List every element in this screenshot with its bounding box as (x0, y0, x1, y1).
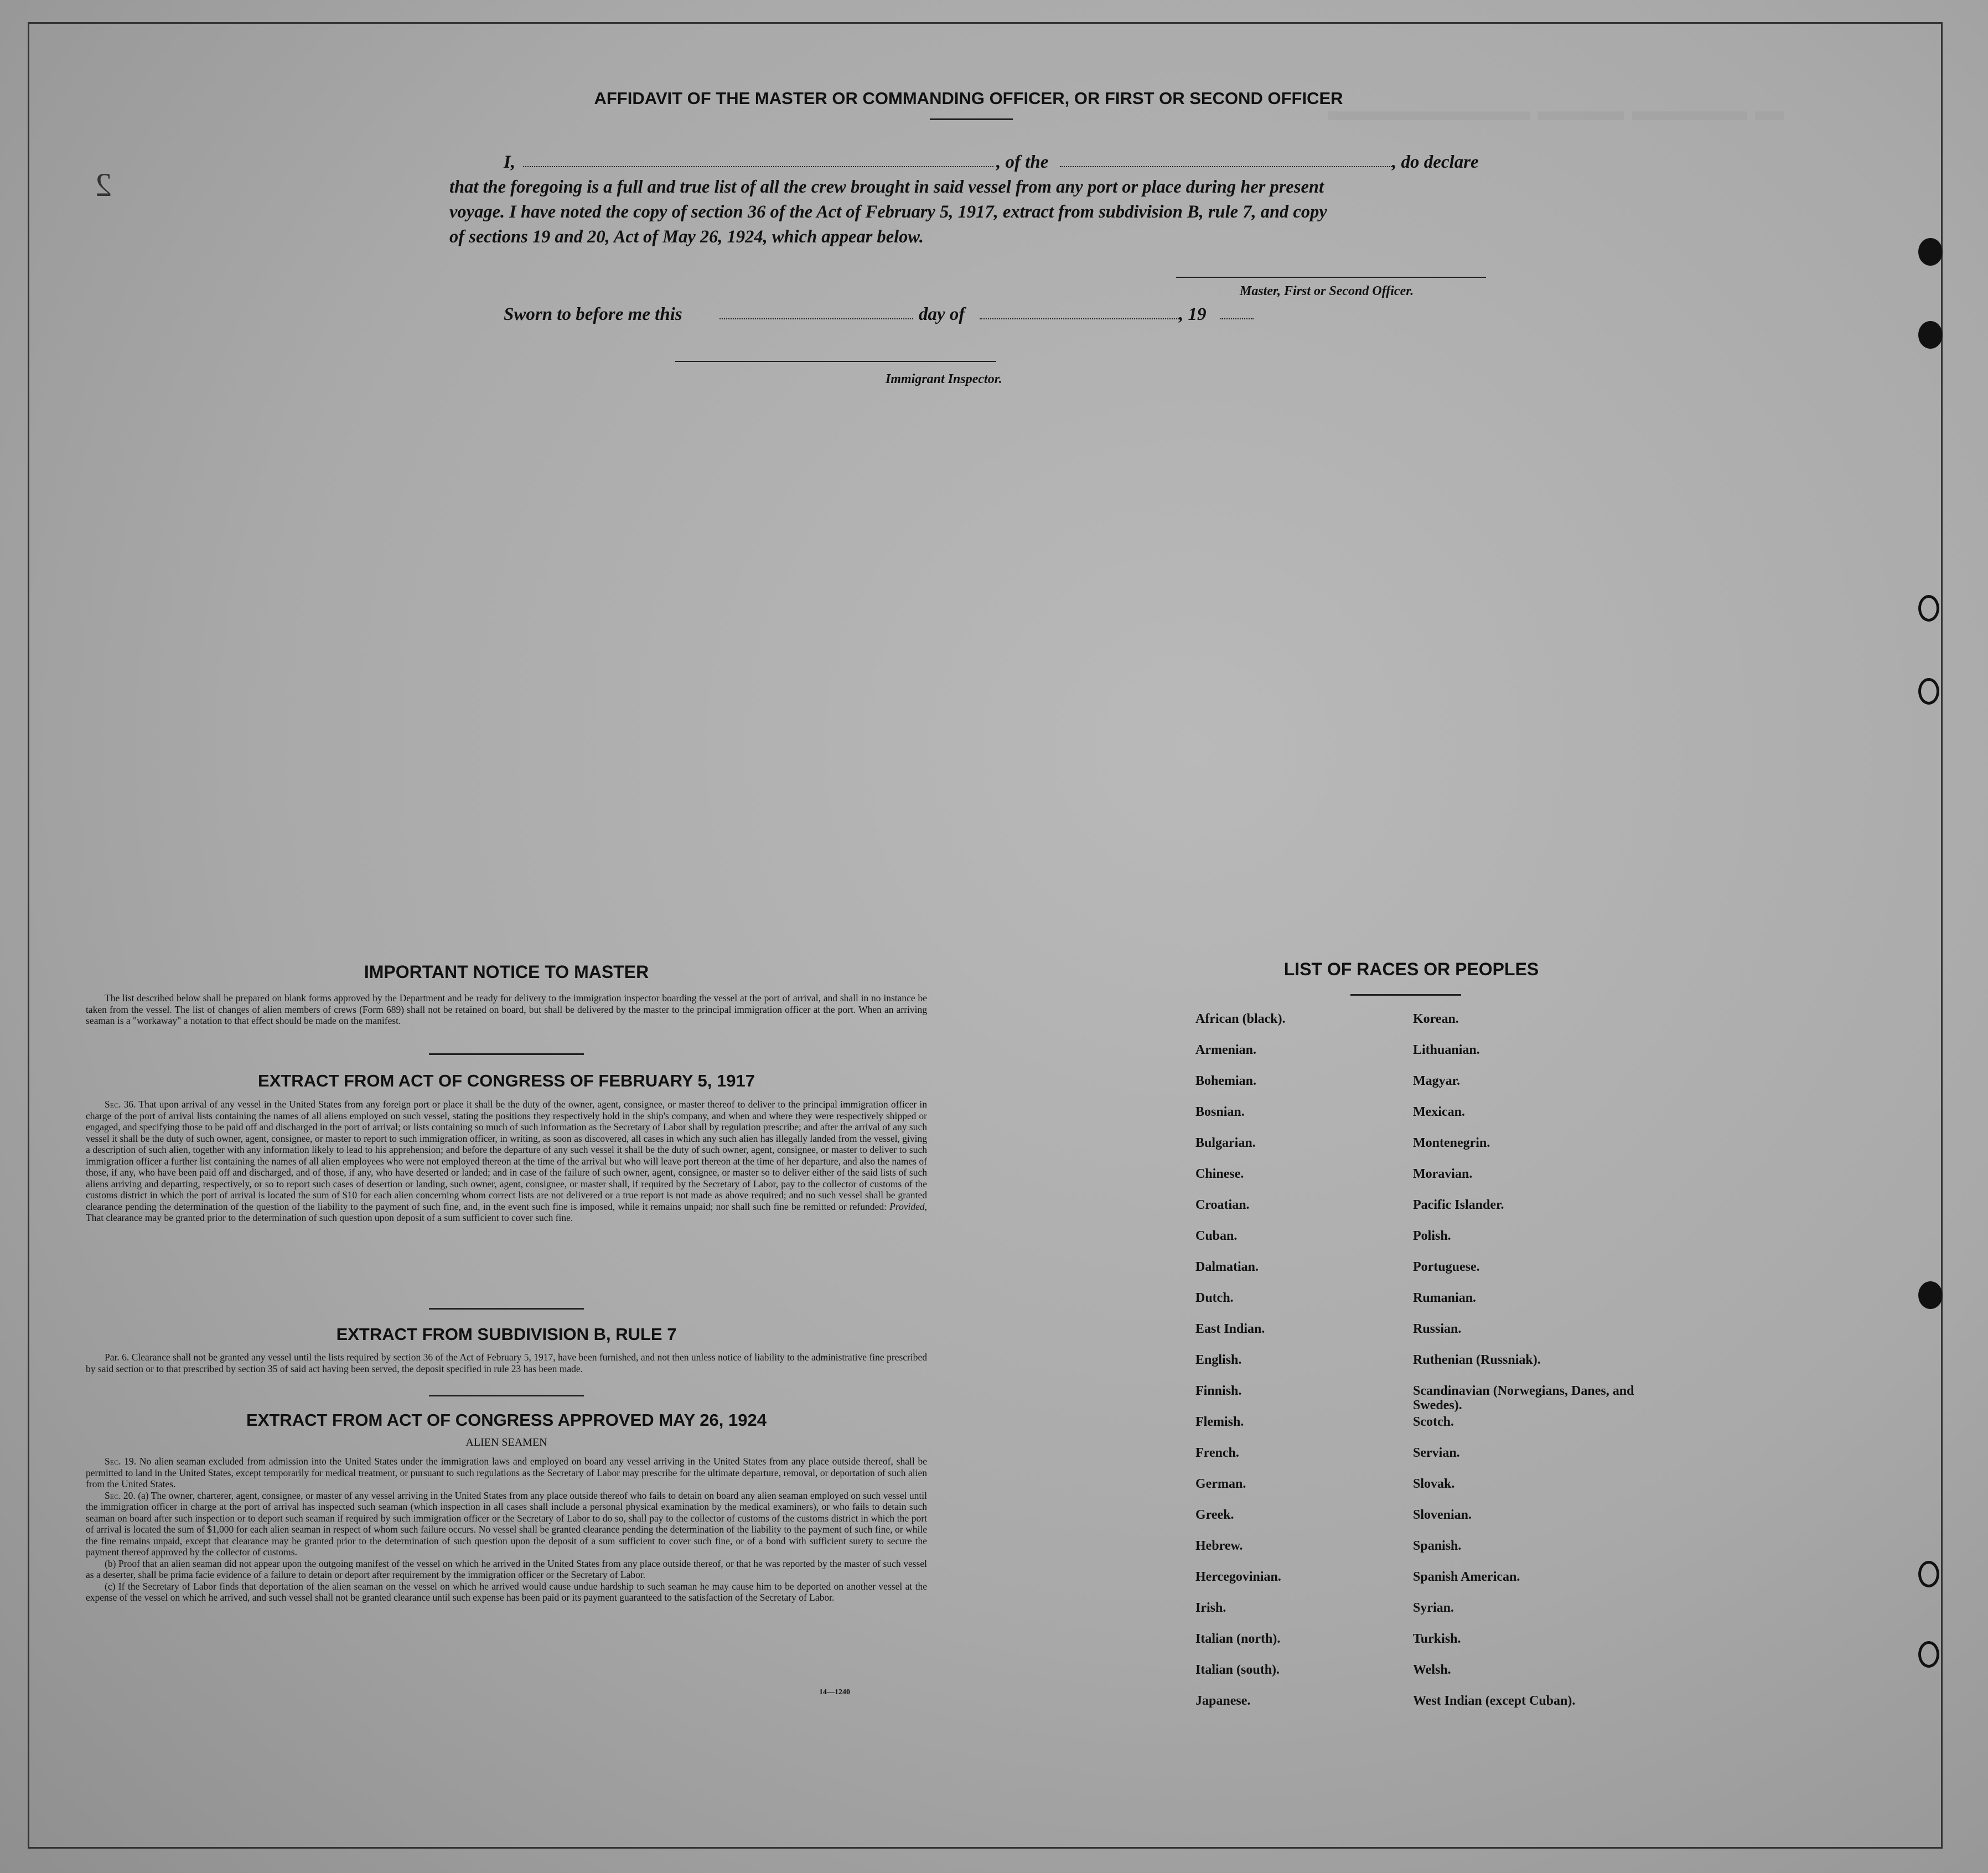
race-item: English. (1195, 1353, 1242, 1367)
sec-20-label: Sec. 20. (105, 1489, 136, 1501)
affidavit-i: I, (504, 152, 516, 172)
sec-20a-paragraph (86, 1490, 927, 1558)
race-item: Korean. (1413, 1012, 1459, 1026)
binder-hole (1918, 678, 1939, 705)
provided-label: Provided, (889, 1201, 928, 1212)
sec-36-paragraph (86, 1099, 927, 1224)
affidavit-do-declare: , do declare (1392, 152, 1479, 172)
race-item: Hebrew. (1195, 1539, 1243, 1553)
race-item: Rumanian. (1413, 1291, 1477, 1305)
race-item: Dutch. (1195, 1291, 1234, 1305)
inspector-line[interactable] (675, 361, 996, 362)
race-item: West Indian (except Cuban). (1413, 1694, 1576, 1708)
binder-hole (1918, 321, 1943, 349)
race-item: Bosnian. (1195, 1105, 1245, 1119)
race-item: Japanese. (1195, 1694, 1251, 1708)
binder-hole (1918, 238, 1943, 266)
races-left-column (1195, 1012, 1406, 1725)
sworn-year-line[interactable] (1220, 318, 1254, 319)
race-item: Moravian. (1413, 1167, 1473, 1181)
race-item: Croatian. (1195, 1198, 1250, 1212)
sworn-label: Sworn to before me this (504, 304, 682, 324)
affidavit-line-2: that the foregoing is a full and true list of all the crew brought in said vessel from any port or place during her present (449, 177, 1324, 197)
race-item: Lithuanian. (1413, 1043, 1480, 1057)
race-item: Scandinavian (Norwegians, Danes, and Swedes). (1413, 1384, 1634, 1412)
sec-20a-text: (a) The owner, charterer, agent, consignee, or master of any vessel arriving in the United States from any place outside thereof who fails to detain on board any alien seaman employed on such vessel until the immigration officer in charge at the port of arrival has inspected such seaman (which inspection in all cases shall include a personal physical examination by the medical examiners), or who fails to detain such seaman on board after such inspection or to deport such seaman if required by such immigration officer or the Secretary of Labor to do so, shall pay to the collector of customs of the customs district in which the port of arrival is located the sum of $1,000 for each alien seaman in respect of whom such failure occurs. No vessel shall be granted clearance pending the determination of the liability to the payment of such fine, or while the fine remains unpaid, except that clearance may be granted prior to the determination of such question upon the deposit of a sum sufficient to cover such fine, or of a bond with sufficient surety to secure the payment thereof approved by the collector of customs. (86, 1489, 928, 1558)
sec-36-text-after: That clearance may be granted prior to the determination of such question upon deposit of a sum sufficient to cover such fine. (86, 1212, 573, 1223)
race-item: Bohemian. (1195, 1074, 1257, 1088)
race-item: Spanish. (1413, 1539, 1462, 1553)
races-title: LIST OF RACES OR PEOPLES (1283, 959, 1539, 979)
race-item: Ruthenian (Russniak). (1413, 1353, 1541, 1367)
race-item: Magyar. (1413, 1074, 1461, 1088)
race-item: Bulgarian. (1195, 1136, 1256, 1150)
sworn-month-line[interactable] (980, 318, 1179, 319)
race-item: Slovenian. (1413, 1508, 1472, 1522)
races-right-column (1413, 1012, 1668, 1725)
title-divider (930, 118, 1013, 120)
notice-paragraph: The list described below shall be prepared on blank forms approved by the Department and be ready for delivery to the immigration inspector boarding the vessel at the port of arrival, and shall in no instance be taken from the vessel. The list of changes of alien members of crews (Form 689) shall not be retained on board, but shall be delivered by the master to the principal immigration officer at the port. When an arriving seaman is a "workaway" a notation to that effect should be made on the manifest. (86, 992, 927, 1026)
race-item: Polish. (1413, 1229, 1451, 1243)
divider-3 (429, 1395, 584, 1396)
race-item: African (black). (1195, 1012, 1286, 1026)
race-item: Finnish. (1195, 1384, 1242, 1398)
race-item: Servian. (1413, 1446, 1460, 1460)
vessel-line (1060, 166, 1392, 167)
races-divider (1350, 994, 1461, 996)
binder-hole (1918, 1281, 1943, 1309)
race-item: Russian. (1413, 1322, 1462, 1336)
race-item: Greek. (1195, 1508, 1234, 1522)
rule-7-title: EXTRACT FROM SUBDIVISION B, RULE 7 (336, 1324, 677, 1344)
race-item: Mexican. (1413, 1105, 1465, 1119)
race-item: Syrian. (1413, 1601, 1454, 1615)
extract-1917-title: EXTRACT FROM ACT OF CONGRESS OF FEBRUARY 5, 1917 (258, 1071, 755, 1090)
race-item: Armenian. (1195, 1043, 1256, 1057)
race-item: Pacific Islander. (1413, 1198, 1504, 1212)
form-number: 14—1240 (819, 1688, 850, 1696)
sworn-day-line[interactable] (719, 318, 913, 319)
extract-1924-text (86, 1456, 927, 1603)
corner-mark: 2 (95, 167, 112, 203)
binder-hole (1918, 595, 1939, 622)
affidavit-line-4: of sections 19 and 20, Act of May 26, 1924, which appear below. (449, 227, 924, 247)
name-line (523, 166, 993, 167)
rule-7-text (86, 1352, 927, 1374)
inspector-label: Immigrant Inspector. (886, 372, 1002, 386)
year-label: , 19 (1179, 304, 1207, 324)
race-item: Italian (north). (1195, 1632, 1281, 1646)
sec-20c-paragraph: (c) If the Secretary of Labor finds that deportation of the alien seaman on the vessel on which he arrived would cause undue hardship to such seaman he may cause him to be deported on another vessel at the expense of the vessel on which he arrived, and such vessel shall not be granted clearance until such expense has been paid or its payment guaranteed to the satisfaction of the Secretary of Labor. (86, 1580, 927, 1603)
rule-7-paragraph: Par. 6. Clearance shall not be granted any vessel until the lists required by section 36 of the Act of February 5, 1917, have been furnished, and not then unless notice of liability to the administrative fine prescribed by said section or to that prescribed by section 35 of said act having been served, the deposit specified in rule 23 has been made. (86, 1352, 927, 1374)
race-item: German. (1195, 1477, 1246, 1491)
divider-1 (429, 1053, 584, 1055)
race-item: Flemish. (1195, 1415, 1244, 1429)
race-item: Montenegrin. (1413, 1136, 1490, 1150)
affidavit-line-3: voyage. I have noted the copy of section 36 of the Act of February 5, 1917, extract from subdivision B, rule 7, and copy (449, 202, 1327, 222)
sec-19-paragraph (86, 1456, 927, 1490)
race-item: Dalmatian. (1195, 1260, 1259, 1274)
alien-seamen-subtitle: ALIEN SEAMEN (465, 1436, 547, 1448)
race-item: Turkish. (1413, 1632, 1461, 1646)
signature-label: Master, First or Second Officer. (1240, 284, 1414, 298)
extract-1917-text (86, 1099, 927, 1224)
race-item: Welsh. (1413, 1663, 1451, 1677)
affidavit-of-the: , of the (996, 152, 1049, 172)
day-of-label: day of (919, 304, 965, 324)
race-item: Chinese. (1195, 1167, 1244, 1181)
race-item: French. (1195, 1446, 1239, 1460)
notice-text (86, 992, 927, 1027)
affidavit-title: AFFIDAVIT OF THE MASTER OR COMMANDING OFFICER, OR FIRST OR SECOND OFFICER (594, 89, 1343, 108)
sec-36-label: Sec. 36. (105, 1099, 136, 1110)
race-item: Portuguese. (1413, 1260, 1480, 1274)
race-item: Spanish American. (1413, 1570, 1520, 1584)
binder-hole (1918, 1641, 1939, 1668)
race-item: Scotch. (1413, 1415, 1454, 1429)
race-item: Italian (south). (1195, 1663, 1280, 1677)
sec-19-text: No alien seaman excluded from admission into the United States under the immigration laws and employed on board any vessel arriving in the United States from any place outside thereof, shall be permitted to land in the United States, except temporarily for medical treatment, or pursuant to such regulations as the Secretary of Labor may prescribe for the ultimate departure, removal, or deportation of such alien from the United States. (86, 1456, 927, 1489)
bleed-through: ▬ ▬▬▬▬ ▬▬▬ ▬▬▬▬▬▬▬ (1328, 95, 1784, 127)
race-item: Irish. (1195, 1601, 1226, 1615)
sec-19-label: Sec. 19. (105, 1456, 137, 1467)
notice-title: IMPORTANT NOTICE TO MASTER (364, 962, 649, 982)
race-item: East Indian. (1195, 1322, 1265, 1336)
divider-2 (429, 1308, 584, 1310)
race-item: Cuban. (1195, 1229, 1238, 1243)
binder-hole (1918, 1561, 1939, 1587)
race-item: Slovak. (1413, 1477, 1455, 1491)
signature-line[interactable] (1176, 277, 1486, 278)
extract-1924-title: EXTRACT FROM ACT OF CONGRESS APPROVED MAY 26, 1924 (246, 1410, 767, 1430)
race-item: Hercegovinian. (1195, 1570, 1281, 1584)
sec-36-text: That upon arrival of any vessel in the United States from any foreign port or place it shall be the duty of the owner, agent, consignee, or master thereof to deliver to the principal immigration officer in charge of the port of arrival lists containing the names of all aliens employed on such vessel, stating the positions they respectively hold in the ship's company, and when and where they were respectively shipped or engaged, and specifying those to be paid off and discharged in the port of arrival; or lists containing so much of such information as the Secretary of Labor shall by regulation prescribe; and after the arrival of any such vessel it shall be the duty of such owner, agent, consignee, or master to report to such immigration officer, in writing, as soon as discovered, all cases in which any such alien has illegally landed from the vessel, giving a description of such alien, together with any information likely to lead to his apprehension; and before the departure of any such vessel it shall be the duty of such owner, agent, consignee, or master to deliver to such immigration officer a further list containing the names of all alien employees who were not employed thereon at the time of the arrival but who will leave port thereon at the time of her departure, and also the names of those, if any, who have been paid off and discharged, and of those, if any, who have deserted or landed; and in case of the failure of such owner, agent, consignee, or master so to deliver either of the said lists of such aliens arriving and departing, respectively, or so to report such cases of desertion or landing, such owner, agent, consignee, or master shall, if required by the Secretary of Labor, pay to the collector of customs of the customs district in which the port of arrival is located the sum of $10 for each alien concerning whom correct lists are not delivered or a true report is not made as above required; and no such vessel shall be granted clearance pending the determination of the question of the liability to the payment of such fine, and, in the event such fine is imposed, while it remains unpaid; nor shall such fine be remitted or refunded: (86, 1099, 927, 1212)
sec-20b-paragraph: (b) Proof that an alien seaman did not appear upon the outgoing manifest of the vessel on which he arrived in the United States from any place outside thereof, or that he was reported by the master of such vessel as a deserter, shall be prima facie evidence of a failure to detain or deport after requirement by the immigration officer or the Secretary of Labor. (86, 1558, 927, 1580)
